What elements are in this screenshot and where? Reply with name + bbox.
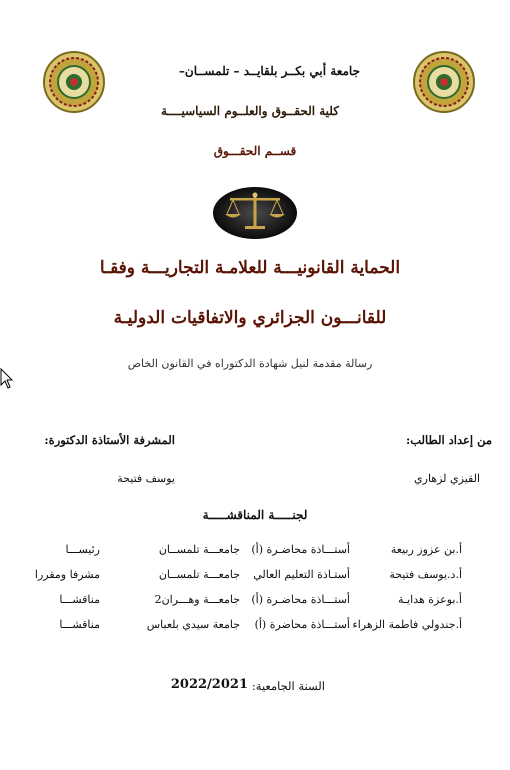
- thesis-title-line1: الحماية القانونيـــة للعلامـة التجاريـــة وفقـا: [99, 258, 401, 278]
- jury-row: [0, 568, 510, 588]
- jury-member-rank: أستـاذة التعليم العالي: [253, 568, 350, 581]
- jury-member-university: جامعـــة تلمســان: [158, 568, 240, 581]
- thesis-subtitle: رسالة مقدمة لنيل شهادة الدكتوراه في القانون الخاص: [127, 357, 373, 370]
- jury-member-role: مناقشـــا: [59, 593, 100, 606]
- jury-member-rank: أستـــاذة محاضرة (أ): [254, 618, 350, 631]
- university-name: جامعة أبي بكــر بلقايــد – تلمســان–: [178, 64, 360, 78]
- jury-member-rank: أستـــاذة محاضـرة (أ): [251, 593, 350, 606]
- jury-member-role: مناقشـــا: [59, 618, 100, 631]
- jury-row: [0, 543, 510, 563]
- jury-member-university: جامعـــة تلمســان: [158, 543, 240, 556]
- jury-member-name: أ.بوعزة هدايـة: [397, 593, 462, 606]
- scales-of-justice-icon: [212, 186, 298, 240]
- university-seal-left-icon: [42, 50, 106, 114]
- prepared-by-label: من إعداد الطالب:: [405, 433, 492, 447]
- academic-year-value: 2022/2021: [170, 677, 248, 692]
- university-seal-right-icon: [412, 50, 476, 114]
- jury-member-rank: أستـــاذة محاضـرة (أ): [251, 543, 350, 556]
- jury-member-university: جامعة سيدي بلعباس: [146, 618, 240, 631]
- supervisor-label: المشرفة الأستاذة الدكتورة:: [44, 433, 175, 447]
- supervisor-name: يوسف فتيحة: [117, 472, 175, 485]
- student-name: القيزي لزهاري: [414, 472, 480, 485]
- jury-title: لجنـــــة المناقشـــــة: [202, 508, 308, 522]
- jury-member-name: أ.جندولي فاطمة الزهراء: [352, 618, 462, 631]
- faculty-name: كلية الحقــوق والعلــوم السياسيــــة: [161, 104, 339, 118]
- academic-year-label: السنة الجامعية:: [251, 679, 325, 693]
- department-name: قســم الحقـــوق: [213, 144, 297, 158]
- jury-row: [0, 618, 510, 638]
- jury-member-role: رئيســـا: [65, 543, 100, 556]
- jury-member-role: مشرفا ومقررا: [34, 568, 100, 581]
- mouse-cursor-icon: [0, 368, 14, 390]
- jury-row: [0, 593, 510, 613]
- jury-member-name: أ.د.يوسف فتيحة: [389, 568, 462, 581]
- thesis-title-line2: للقانـــون الجزائري والاتفاقيات الدوليـة: [113, 308, 387, 328]
- jury-member-university: جامعـــة وهـــران2: [154, 593, 240, 606]
- jury-member-name: أ.بن عزوز ربيعة: [390, 543, 462, 556]
